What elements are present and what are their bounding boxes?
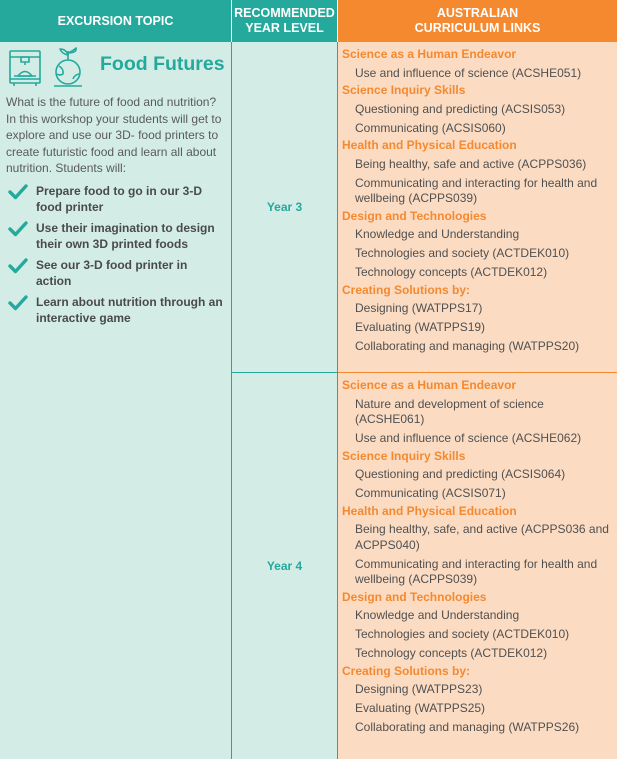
bullet-item xyxy=(6,257,225,290)
header-year-line1: RECOMMENDED xyxy=(234,6,335,20)
curriculum-item: Questioning and predicting (ACSIS053) xyxy=(355,101,566,116)
curriculum-item: Technologies and society (ACTDEK010) xyxy=(355,246,570,260)
curriculum-item: Designing (WATPPS23) xyxy=(355,682,483,696)
checkmark-icon xyxy=(8,221,28,237)
bullet-item xyxy=(6,220,225,253)
curriculum-item: Evaluating (WATPPS25) xyxy=(355,701,486,715)
bullet-text: Prepare food to go in our 3-D food printer xyxy=(36,183,203,214)
curriculum-item: Communicating (ACSIS060) xyxy=(355,120,506,135)
topic-intro: What is the future of food and nutrition? In this workshop your students will get to explore and use our 3D- food printers to create futuristic food and learn all about nutrition. Students will: xyxy=(6,95,222,175)
curriculum-item: Collaborating and managing (WATPPS26) xyxy=(355,720,580,734)
topic-column xyxy=(0,42,232,759)
header-excursion-topic xyxy=(0,0,232,42)
plant-globe-icon xyxy=(49,46,87,88)
checkmark-icon xyxy=(8,184,28,200)
year-label: Year 4 xyxy=(266,559,303,573)
curriculum-item: Technology concepts (ACTDEK012) xyxy=(355,646,548,660)
bullet-text: Learn about nutrition through an interactive game xyxy=(36,294,223,325)
category-heading: Science Inquiry Skills xyxy=(342,448,466,463)
category-heading: Design and Technologies xyxy=(342,208,487,223)
category-heading: Creating Solutions by: xyxy=(342,282,471,297)
category-heading: Design and Technologies xyxy=(342,589,487,604)
category-heading: Science as a Human Endeavor xyxy=(342,378,517,392)
curriculum-item: Technology concepts (ACTDEK012) xyxy=(355,265,548,279)
curriculum-item: Knowledge and Understanding xyxy=(355,227,520,241)
curriculum-item: Knowledge and Understanding xyxy=(355,608,520,622)
header-topic-label: EXCURSION TOPIC xyxy=(57,13,174,28)
curriculum-item: Collaborating and managing (WATPPS20) xyxy=(355,339,580,353)
header-year-line2: YEAR LEVEL xyxy=(245,21,324,35)
header-year-level xyxy=(232,0,338,42)
year-column xyxy=(232,42,338,759)
header-links-line2: CURRICULUM LINKS xyxy=(414,21,541,35)
bullet-text: Use their imagination to design their own 3D printed foods xyxy=(36,220,215,251)
topic-heading xyxy=(6,43,225,91)
category-heading: Creating Solutions by: xyxy=(342,663,471,678)
header-links-line1: AUSTRALIAN xyxy=(436,6,519,20)
bullet-text: See our 3-D food printer in action xyxy=(36,257,188,288)
curriculum-item: Communicating (ACSIS071) xyxy=(355,486,506,500)
category-heading: Health and Physical Education xyxy=(342,138,517,152)
topic-bullet-list xyxy=(6,183,225,327)
curriculum-item: Being healthy, safe and active (ACPPS036) xyxy=(355,156,587,171)
category-heading: Science Inquiry Skills xyxy=(342,83,466,97)
category-heading: Health and Physical Education xyxy=(342,503,517,518)
checkmark-icon xyxy=(8,295,28,311)
bullet-item xyxy=(6,183,225,216)
curriculum-item: Nature and development of science (ACSHE061) xyxy=(355,396,544,426)
links-cell-year4 xyxy=(338,373,617,759)
topic-title: Food Futures xyxy=(100,52,225,75)
year-cell-year3 xyxy=(232,42,337,373)
curriculum-item: Being healthy, safe, and active (ACPPS036 and ACPPS040) xyxy=(355,522,609,552)
year-cell-year4 xyxy=(232,373,337,759)
3d-printer-icon xyxy=(6,46,44,88)
links-cell-year3 xyxy=(338,42,617,373)
curriculum-item: Communicating and interacting for health and wellbeing (ACPPS039) xyxy=(355,175,598,205)
year-label: Year 3 xyxy=(266,200,303,214)
curriculum-item: Questioning and predicting (ACSIS064) xyxy=(355,467,566,481)
category-heading: Science as a Human Endeavor xyxy=(342,47,517,61)
curriculum-item: Communicating and interacting for health and wellbeing (ACPPS039) xyxy=(355,556,598,586)
curriculum-item: Use and influence of science (ACSHE062) xyxy=(355,431,582,445)
checkmark-icon xyxy=(8,258,28,274)
curriculum-item: Use and influence of science (ACSHE051) xyxy=(355,65,582,80)
curriculum-item: Technologies and society (ACTDEK010) xyxy=(355,627,570,641)
header-curriculum-links xyxy=(338,0,617,42)
curriculum-item: Evaluating (WATPPS19) xyxy=(355,320,486,334)
curriculum-item: Designing (WATPPS17) xyxy=(355,301,483,315)
links-column xyxy=(338,42,617,759)
bullet-item xyxy=(6,294,225,327)
